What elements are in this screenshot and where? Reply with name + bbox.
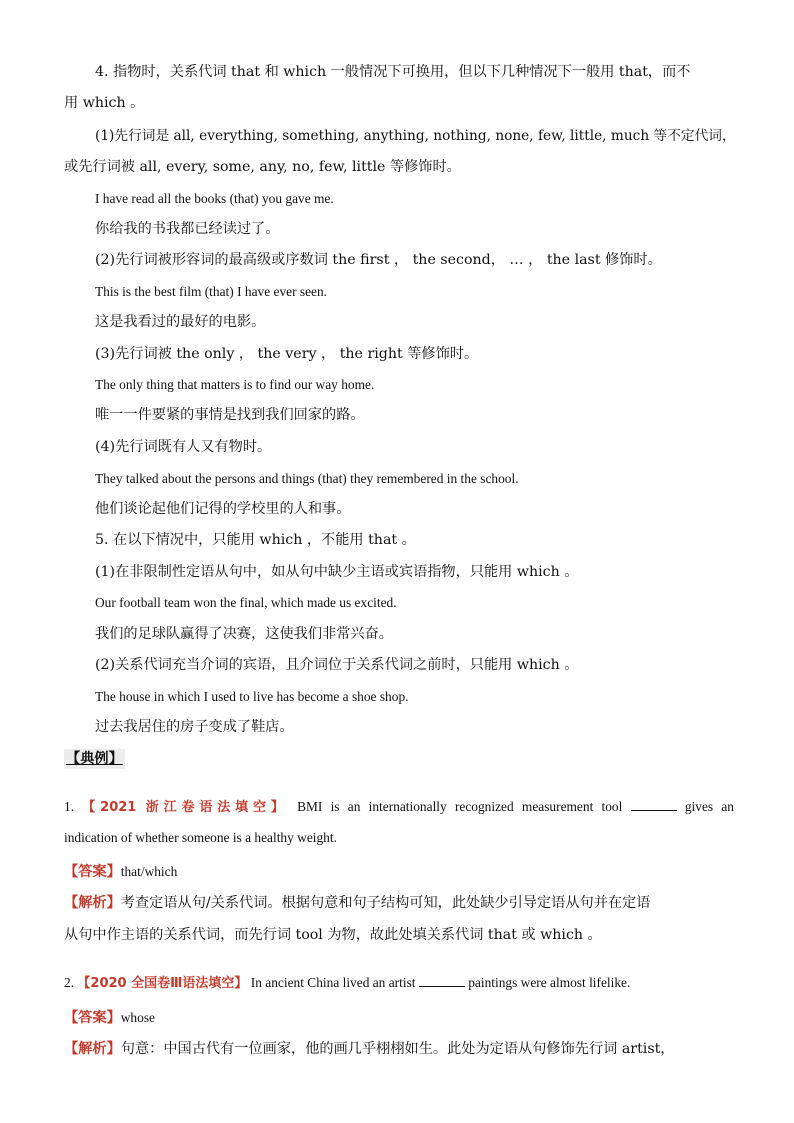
example3-english: The only thing that matters is to find our way home. [95, 377, 375, 392]
examples-tag: 【典例】 [66, 751, 123, 767]
question1-blank[interactable] [631, 798, 677, 811]
examples-heading [64, 749, 734, 769]
question1-number: 1. [64, 799, 75, 814]
question2-analysis-label: 【解析】 [64, 1041, 121, 1057]
example3-chinese: 唯一一件要紧的事情是找到我们回家的路。 [95, 407, 365, 423]
question2-answer [64, 1008, 734, 1028]
question2-number: 2. [64, 975, 75, 990]
example2-english: This is the best film (that) I have ever seen. [95, 284, 328, 299]
rule3-line: (3)先行词被 the only ， the very ， the right 等修饰时。 [95, 346, 479, 362]
question1-text-a: BMI is an internationally recognized measurement tool [297, 799, 623, 814]
question2-analysis-line1 [64, 1039, 734, 1059]
question2-text-b: paintings were almost lifelike. [468, 975, 631, 990]
question1-analysis-line1 [64, 893, 734, 913]
question1-text-b: gives an [684, 799, 734, 814]
example4-english: They talked about the persons and things (that) they remembered in the school. [95, 471, 519, 486]
section4-line1: 4. 指物时，关系代词 that 和 which 一般情况下可换用，但以下几种情况下一般用 that，而不 [95, 64, 691, 80]
section5-example1-chinese: 我们的足球队赢得了决赛，这使我们非常兴奋。 [95, 626, 393, 642]
section5-title: 5. 在以下情况中，只能用 which ，不能用 that 。 [95, 532, 416, 548]
question1-analysis-label: 【解析】 [64, 895, 121, 911]
question1-analysis-line2: 从句中作主语的关系代词，而先行词 tool 为物，故此处填关系代词 that 或 which 。 [64, 927, 602, 943]
question1-analysis-a: 考查定语从句/关系代词。根据句意和句子结构可知，此处缺少引导定语从句并在定语 [120, 895, 651, 911]
example4-chinese: 他们谈论起他们记得的学校里的人和事。 [95, 501, 351, 517]
question1-answer-label: 【答案】 [64, 864, 121, 880]
rule2-line: (2)先行词被形容词的最高级或序数词 the first ， the second， … ， the last 修饰时。 [95, 252, 662, 268]
question2-line1 [64, 973, 734, 994]
rule1-line1: (1)先行词是 all, everything, something, anything, nothing, none, few, little, much 等不定代词， [95, 128, 736, 144]
section5-rule1: (1)在非限制性定语从句中，如从句中缺少主语或宾语指物，只能用 which 。 [95, 564, 579, 580]
rule4-line: (4)先行词既有人又有物时。 [95, 439, 272, 455]
question1-line2: indication of whether someone is a healthy weight. [64, 830, 337, 845]
question2-blank[interactable] [419, 974, 465, 987]
question1-answer-value: that/which [120, 864, 178, 879]
question2-source: 【2020 全国卷Ⅲ语法填空】 [77, 976, 248, 991]
example1-english: I have read all the books (that) you gave me. [95, 191, 334, 206]
example1-chinese: 你给我的书我都已经读过了。 [95, 221, 280, 237]
question1-source: 【2021 浙江卷语法填空】 [82, 800, 289, 815]
question1-line1 [64, 797, 734, 818]
section5-example1-english: Our football team won the final, which made us excited. [95, 595, 397, 610]
question1-answer [64, 862, 734, 882]
question2-answer-value: whose [120, 1010, 155, 1025]
section4-line2: 用 which 。 [64, 95, 145, 111]
section5-example2-chinese: 过去我居住的房子变成了鞋店。 [95, 719, 294, 735]
rule1-line2: 或先行词被 all, every, some, any, no, few, little 等修饰时。 [64, 159, 461, 175]
question2-analysis-a: 句意：中国古代有一位画家，他的画几乎栩栩如生。此处为定语从句修饰先行词 artist， [120, 1041, 675, 1057]
section5-rule2: (2)关系代词充当介词的宾语，且介词位于关系代词之前时，只能用 which 。 [95, 657, 579, 673]
section5-example2-english: The house in which I used to live has become a shoe shop. [95, 689, 409, 704]
question2-text-a: In ancient China lived an artist [250, 975, 416, 990]
question2-answer-label: 【答案】 [64, 1010, 121, 1026]
example2-chinese: 这是我看过的最好的电影。 [95, 314, 266, 330]
